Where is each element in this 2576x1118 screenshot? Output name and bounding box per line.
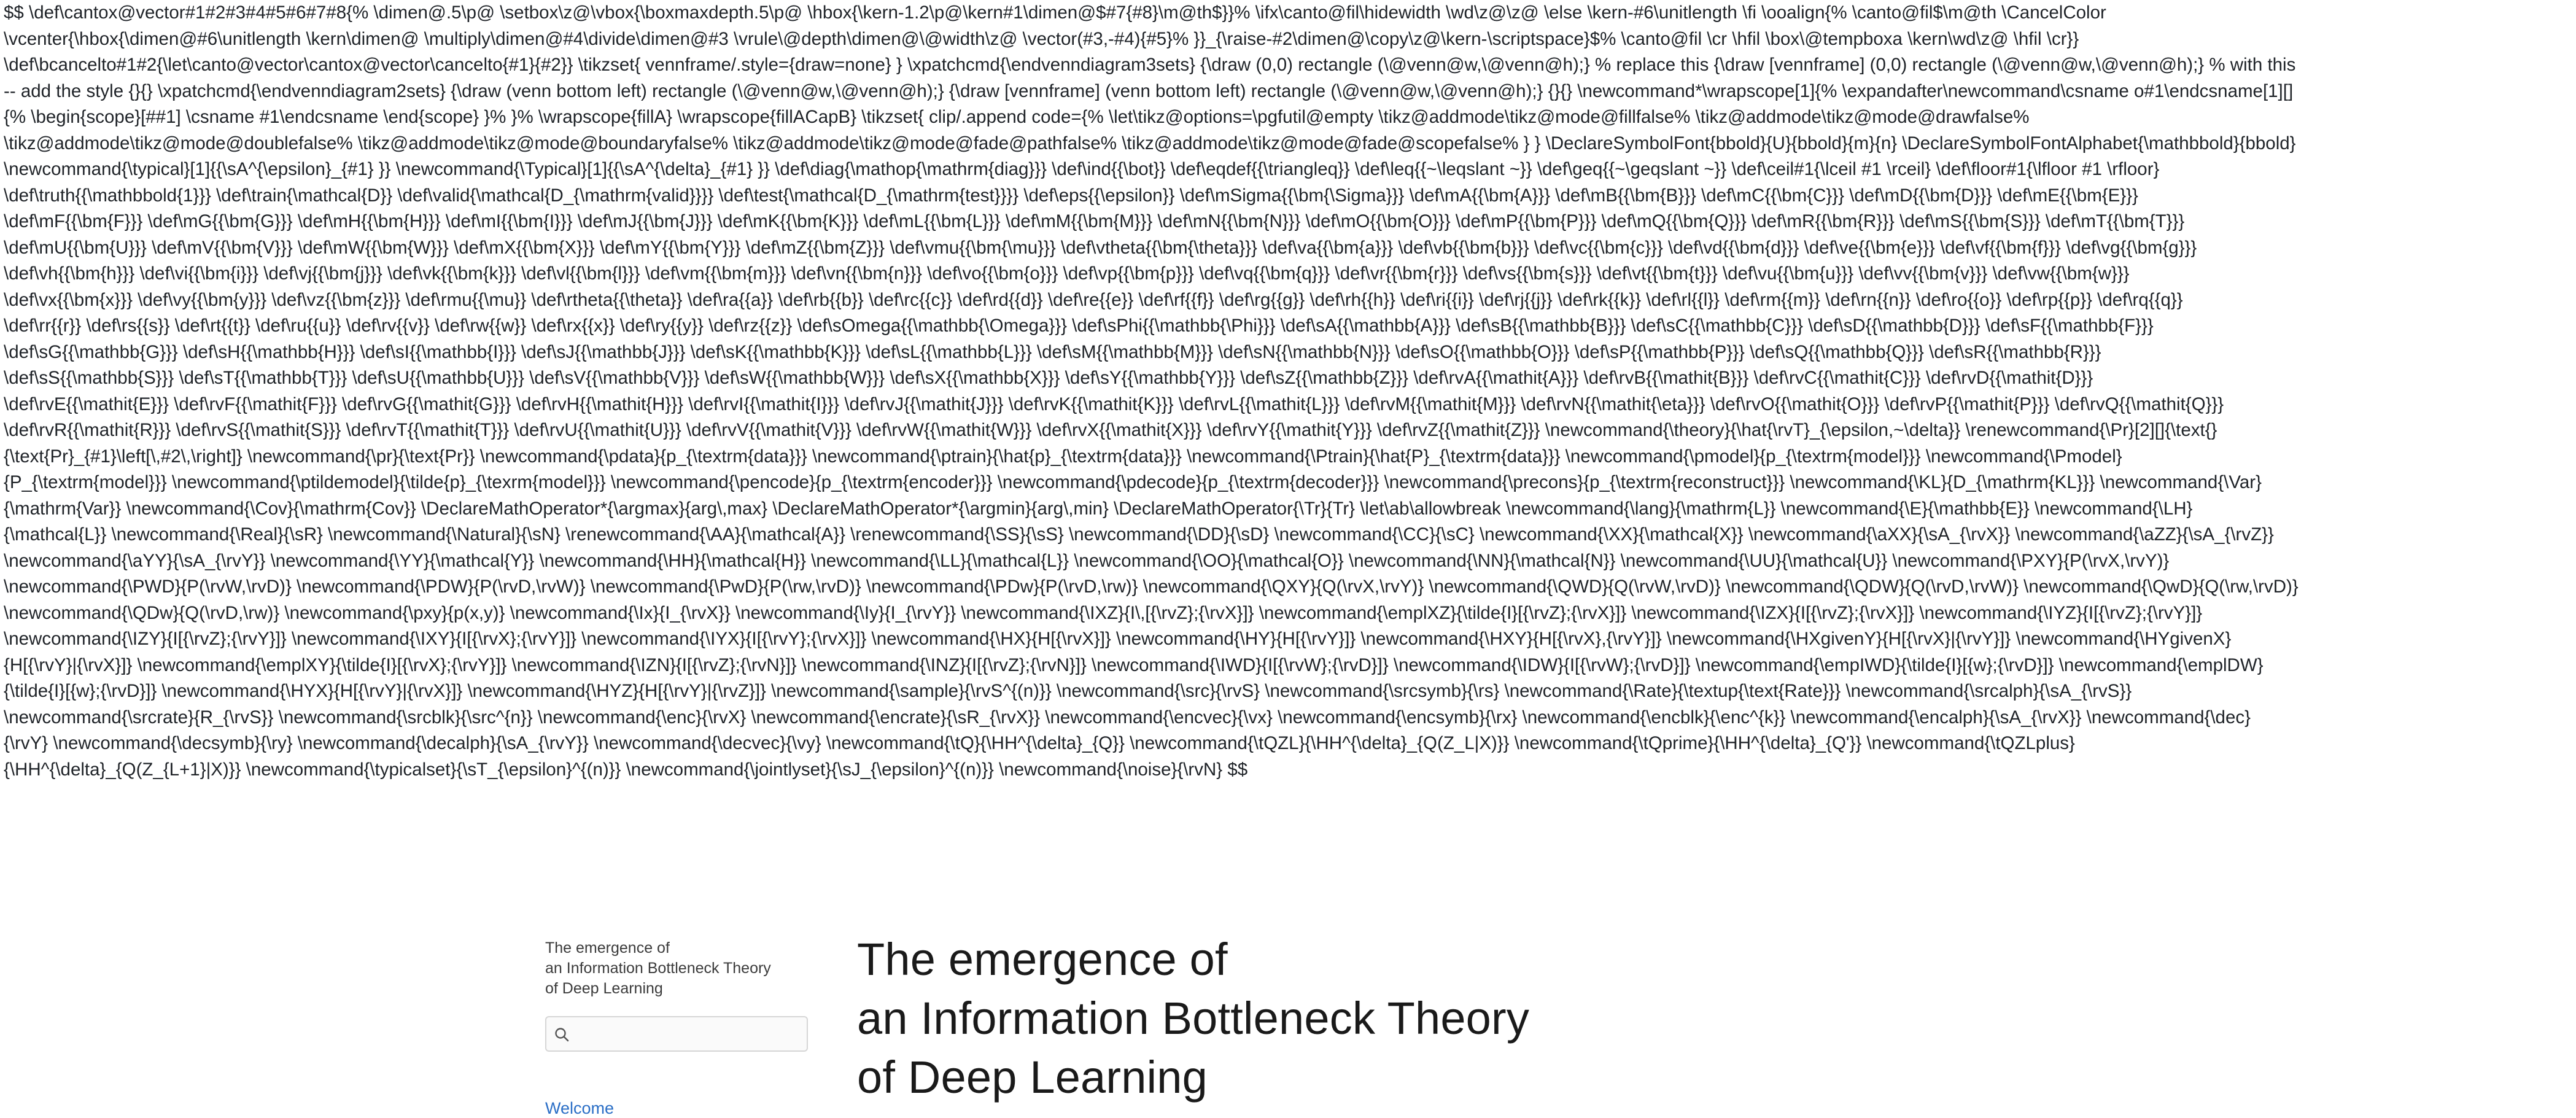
macro-line: {P_{\textrm{model}}} \newcommand{\ptildemodel}{\tilde{p}_{\texrm{model}}} \newcommand{\pencode}{p_{\textrm{encoder}}} \newcommand{\pdecode}{p_{\textrm{decoder}}} \newcommand{\precons}{p_{\textrm{reconstruct}}} \newcommand{\KL}{D_{\mathrm{KL}}} \newcommand{\Var} — [4, 472, 2262, 492]
macro-line: \def\vx{{\bm{x}}} \def\vy{{\bm{y}}} \def\vz{{\bm{z}}} \def\rmu{{\mu}} \def\rtheta{{\theta}} \def\ra{{a}} \def\rb{{b}} \def\rc{{c}} \def\rd{{d}} \def\re{{e}} \def\rf{{f}} \def\rg{{g}} \def\rh{{h}} \def\ri{{i}} \def\rj{{j}} \def\rk{{k}} \def\rl{{l}} \def\rm{{m}} \def\rn{{n}} \def\ro{{o}} \def\rp{{p}} \def\rq{{q}} — [4, 289, 2183, 310]
macro-line: \def\mU{{\bm{U}}} \def\mV{{\bm{V}}} \def\mW{{\bm{W}}} \def\mX{{\bm{X}}} \def\mY{{\bm{Y}}} \def\mZ{{\bm{Z}}} \def\vmu{{\bm{\mu}}} \def\vtheta{{\bm{\theta}}} \def\va{{\bm{a}}} \def\vb{{\bm{b}}} \def\vc{{\bm{c}}} \def\vd{{\bm{d}}} \def\ve{{\bm{e}}} \def\vf{{\bm{f}}} \def\vg{{\bm{g}}} — [4, 237, 2197, 258]
macro-line: {\mathcal{L}} \newcommand{\Real}{\sR} \newcommand{\Natural}{\sN} \renewcommand{\AA}{\mathcal{A}} \renewcommand{\SS}{\sS} \newcommand{\DD}{\sD} \newcommand{\CC}{\sC} \newcommand{\XX}{\mathcal{X}} \newcommand{\aXX}{\sA_{\rvX}} \newcommand{\aZZ}{\sA_{\rvZ}} — [4, 524, 2274, 545]
macro-line: \def\sG{{\mathbb{G}}} \def\sH{{\mathbb{H}}} \def\sI{{\mathbb{I}}} \def\sJ{{\mathbb{J}}} \def\sK{{\mathbb{K}}} \def\sL{{\mathbb{L}}} \def\sM{{\mathbb{M}}} \def\sN{{\mathbb{N}}} \def\sO{{\mathbb{O}}} \def\sP{{\mathbb{P}}} \def\sQ{{\mathbb{Q}}} \def\sR{{\mathbb{R}}} — [4, 341, 2101, 362]
page-title-line: The emergence of — [857, 934, 1228, 985]
search-box[interactable] — [545, 1016, 808, 1052]
page-title — [857, 930, 1529, 1107]
macro-line: {\HH^{\delta}_{Q(Z_{L+1}|X)}} \newcommand{\typicalset}{\sT_{\epsilon}^{(n)}} \newcommand{\jointlyset}{\sJ_{\epsilon}^{(n)}} \newcommand{\noise}{\rvN} $$ — [4, 759, 1248, 780]
macro-line: -- add the style {}{} \xpatchcmd{\endvenndiagram2sets} {\draw (venn bottom left) rectangle (\@venn@w,\@venn@h);} {\draw [vennframe] (venn bottom left) rectangle (\@venn@w,\@venn@h);} {}{} \newcommand*\wrapscope[1]{% \expandafter\newcommand\csname o#1\endcsname[1][] — [4, 80, 2294, 101]
macro-line: \newcommand{\typical}[1]{{\sA^{\epsilon}_{#1} }} \newcommand{\Typical}[1]{{\sA^{\delta}_{#1} }} \def\diag{\mathop{\mathrm{diag}}} \def\ind{{\bot}} \def\eqdef{{\triangleq}} \def\leq{{~\leqslant ~}} \def\geq{{~\geqslant ~}} \def\ceil#1{\lceil #1 \rceil} \def\floor#1{\lfloor #1 \rfloor} — [4, 159, 2160, 179]
sidebar-item-welcome[interactable]: Welcome — [545, 1099, 615, 1117]
macro-line: \vcenter{\hbox{\dimen@#6\unitlength \kern\dimen@ \multiply\dimen@#4\divide\dimen@#3 \vrule\@depth\dimen@\@width\z@ \vector(#3,-#4){#5}% }}_{\raise-#2\dimen@\copy\z@\kern-\scriptspace}$% \canto@fil \cr \hfil \box\@tempboxa \kern\wd\z@ \hfil \cr}} — [4, 28, 2079, 49]
macro-line: \def\bcancelto#1#2{\let\canto@vector\cantox@vector\cancelto{#1}{#2}} \tikzset{ vennframe/.style={draw=none} } \xpatchcmd{\endvenndiagram3sets} {\draw (0,0) rectangle (\@venn@w,\@venn@h);} % replace this {\draw [vennframe] (0,0) rectangle (\@venn@w,\@venn@h);} % with this — [4, 55, 2296, 75]
macro-line: {\tilde{I}[{w};{\rvD}]} \newcommand{\HYX}{H[{\rvY}|{\rvX}]} \newcommand{\HYZ}{H[{\rvY}|{\rvZ}]} \newcommand{\sample}{\rvS^{(n)}} \newcommand{\src}{\rvS} \newcommand{\srcsymb}{\rs} \newcommand{\Rate}{\textup{\text{Rate}}} \newcommand{\srcalph}{\sA_{\rvS}} — [4, 681, 2132, 701]
macro-line: \newcommand{\QDw}{Q(\rvD,\rw)} \newcommand{\pxy}{p(x,y)} \newcommand{\Ix}{I_{\rvX}} \newcommand{\Iy}{I_{\rvY}} \newcommand{\IXZ}{I\,[{\rvZ};{\rvX}]} \newcommand{\emplXZ}{\tilde{I}[{\rvZ};{\rvX}]} \newcommand{\IZX}{I[{\rvZ};{\rvX}]} \newcommand{\IYZ}{I[{\rvZ};{\rvY}]} — [4, 602, 2203, 623]
macro-line: \newcommand{\srcrate}{R_{\rvS}} \newcommand{\srcblk}{\src^{n}} \newcommand{\enc}{\rvX} \newcommand{\encrate}{\sR_{\rvX}} \newcommand{\encvec}{\vx} \newcommand{\encsymb}{\rx} \newcommand{\encblk}{\enc^{k}} \newcommand{\encalph}{\sA_{\rvX}} \newcommand{\dec} — [4, 707, 2251, 728]
page-title-line: of Deep Learning — [857, 1052, 1208, 1103]
macro-line: \def\mF{{\bm{F}}} \def\mG{{\bm{G}}} \def\mH{{\bm{H}}} \def\mI{{\bm{I}}} \def\mJ{{\bm{J}}} \def\mK{{\bm{K}}} \def\mL{{\bm{L}}} \def\mM{{\bm{M}}} \def\mN{{\bm{N}}} \def\mO{{\bm{O}}} \def\mP{{\bm{P}}} \def\mQ{{\bm{Q}}} \def\mR{{\bm{R}}} \def\mS{{\bm{S}}} \def\mT{{\bm{T}}} — [4, 211, 2185, 231]
macro-line: \def\rvE{{\mathit{E}}} \def\rvF{{\mathit{F}}} \def\rvG{{\mathit{G}}} \def\rvH{{\mathit{H}}} \def\rvI{{\mathit{I}}} \def\rvJ{{\mathit{J}}} \def\rvK{{\mathit{K}}} \def\rvL{{\mathit{L}}} \def\rvM{{\mathit{M}}} \def\rvN{{\mathit{\eta}}} \def\rvO{{\mathit{O}}} \def\rvP{{\mathit{P}}} \def\rvQ{{\mathit{Q}}} — [4, 394, 2224, 414]
search-input[interactable] — [577, 1022, 801, 1047]
macro-line: {% \begin{scope}[##1] \csname #1\endcsname \end{scope} }% }% \wrapscope{fillA} \wrapscope{fillACapB} \tikzset{ clip/.append code={% \let\tikz@options=\pgfutil@empty \tikz@addmode\tikz@mode@fillfalse% \tikz@addmode\tikz@mode@drawfalse% — [4, 107, 2030, 127]
macro-line: \newcommand{\aYY}{\sA_{\rvY}} \newcommand{\YY}{\mathcal{Y}} \newcommand{\HH}{\mathcal{H}} \newcommand{\LL}{\mathcal{L}} \newcommand{\OO}{\mathcal{O}} \newcommand{\NN}{\mathcal{N}} \newcommand{\UU}{\mathcal{U}} \newcommand{\PXY}{P(\rvX,\rvY)} — [4, 550, 2170, 571]
macro-line: $$ \def\cantox@vector#1#2#3#4#5#6#7#8{% \dimen@.5\p@ \setbox\z@\vbox{\boxmaxdepth.5\p@ \hbox{\kern-1.2\p@\kern#1\dimen@$#7{#8}\m@th$}}% \ifx\canto@fil\hidewidth \wd\z@\z@ \else \kern-#6\unitlength \fi \ooalign{% \canto@fil$\m@th \CancelColor — [4, 2, 2106, 23]
macro-line: {\rvY} \newcommand{\decsymb}{\ry} \newcommand{\decalph}{\sA_{\rvY}} \newcommand{\decvec}{\vy} \newcommand{\tQ}{\HH^{\delta}_{Q}} \newcommand{\tQZL}{\HH^{\delta}_{Q(Z_L|X)}} \newcommand{\tQprime}{\HH^{\delta}_{Q'}} \newcommand{\tQZLplus} — [4, 733, 2075, 753]
macro-line: {\text{Pr}_{#1}\left[\,#2\,\right]} \newcommand{\pr}{\text{Pr}} \newcommand{\pdata}{p_{\textrm{data}}} \newcommand{\ptrain}{\hat{p}_{\textrm{data}}} \newcommand{\Ptrain}{\hat{P}_{\textrm{data}}} \newcommand{\pmodel}{p_{\textrm{model}}} \newcommand{\Pmodel} — [4, 446, 2122, 467]
sidebar-title-line: an Information Bottleneck Theory — [545, 960, 771, 977]
sidebar-title-line: of Deep Learning — [545, 980, 663, 997]
sidebar-title-line: The emergence of — [545, 939, 670, 957]
macro-line: \tikz@addmode\tikz@mode@doublefalse% \tikz@addmode\tikz@mode@boundaryfalse% \tikz@addmode\tikz@mode@fade@pathfalse% \tikz@addmode\tikz@mode@fade@scopefalse% } } \DeclareSymbolFont{bbold}{U}{bbold}{m}{n} \DeclareSymbolFontAlphabet{\mathbbold}{bbold} — [4, 133, 2296, 153]
sidebar — [545, 938, 809, 1117]
macro-line: \def\rvR{{\mathit{R}}} \def\rvS{{\mathit{S}}} \def\rvT{{\mathit{T}}} \def\rvU{{\mathit{U}}} \def\rvV{{\mathit{V}}} \def\rvW{{\mathit{W}}} \def\rvX{{\mathit{X}}} \def\rvY{{\mathit{Y}}} \def\rvZ{{\mathit{Z}}} \newcommand{\theory}{\hat{\rvT}_{\epsilon,~\delta}} \renewcommand{\Pr}[2][]{\text{} — [4, 420, 2217, 440]
macro-line: \newcommand{\IZY}{I[{\rvZ};{\rvY}]} \newcommand{\IXY}{I[{\rvX};{\rvY}]} \newcommand{\IYX}{I[{\rvY};{\rvX}]} \newcommand{\HX}{H[{\rvX}]} \newcommand{\HY}{H[{\rvY}]} \newcommand{\HXY}{H[{\rvX},{\rvY}]} \newcommand{\HXgivenY}{H[{\rvX}|{\rvY}]} \newcommand{\HYgivenX} — [4, 629, 2232, 649]
macro-line: \newcommand{\PWD}{P(\rvW,\rvD)} \newcommand{\PDW}{P(\rvD,\rvW)} \newcommand{\PwD}{P(\rw,\rvD)} \newcommand{\PDw}{P(\rvD,\rw)} \newcommand{\QXY}{Q(\rvX,\rvY)} \newcommand{\QWD}{Q(\rvW,\rvD)} \newcommand{\QDW}{Q(\rvD,\rvW)} \newcommand{\QwD}{Q(\rw,\rvD)} — [4, 576, 2299, 597]
macro-line: \def\rr{{r}} \def\rs{{s}} \def\rt{{t}} \def\ru{{u}} \def\rv{{v}} \def\rw{{w}} \def\rx{{x}} \def\ry{{y}} \def\rz{{z}} \def\sOmega{{\mathbb{\Omega}}} \def\sPhi{{\mathbb{\Phi}}} \def\sA{{\mathbb{A}}} \def\sB{{\mathbb{B}}} \def\sC{{\mathbb{C}}} \def\sD{{\mathbb{D}}} \def\sF{{\mathbb{F}}} — [4, 316, 2154, 336]
macro-line: {H[{\rvY}|{\rvX}]} \newcommand{\emplXY}{\tilde{I}[{\rvX};{\rvY}]} \newcommand{\IZN}{I[{\rvZ};{\rvN}]} \newcommand{\INZ}{I[{\rvZ};{\rvN}]} \newcommand{\IWD}{I[{\rvW};{\rvD}]} \newcommand{\IDW}{I[{\rvW};{\rvD}]} \newcommand{\empIWD}{\tilde{I}[{w};{\rvD}]} \newcommand{\emplDW} — [4, 654, 2264, 675]
macro-line: \def\vh{{\bm{h}}} \def\vi{{\bm{i}}} \def\vj{{\bm{j}}} \def\vk{{\bm{k}}} \def\vl{{\bm{l}}} \def\vm{{\bm{m}}} \def\vn{{\bm{n}}} \def\vo{{\bm{o}}} \def\vp{{\bm{p}}} \def\vq{{\bm{q}}} \def\vr{{\bm{r}}} \def\vs{{\bm{s}}} \def\vt{{\bm{t}}} \def\vu{{\bm{u}}} \def\vv{{\bm{v}}} \def\vw{{\bm{w}}} — [4, 263, 2130, 284]
sidebar-book-title[interactable] — [545, 938, 809, 999]
macro-line: \def\truth{{\mathbbold{1}}} \def\train{\mathcal{D}} \def\valid{\mathcal{D_{\mathrm{valid}}}} \def\test{\mathcal{D_{\mathrm{test}}}} \def\eps{{\epsilon}} \def\mSigma{{\bm{\Sigma}}} \def\mA{{\bm{A}}} \def\mB{{\bm{B}}} \def\mC{{\bm{C}}} \def\mD{{\bm{D}}} \def\mE{{\bm{E}}} — [4, 185, 2138, 206]
page-title-line: an Information Bottleneck Theory — [857, 993, 1530, 1044]
macro-line: \def\sS{{\mathbb{S}}} \def\sT{{\mathbb{T}}} \def\sU{{\mathbb{U}}} \def\sV{{\mathbb{V}}} \def\sW{{\mathbb{W}}} \def\sX{{\mathbb{X}}} \def\sY{{\mathbb{Y}}} \def\sZ{{\mathbb{Z}}} \def\rvA{{\mathit{A}}} \def\rvB{{\mathit{B}}} \def\rvC{{\mathit{C}}} \def\rvD{{\mathit{D}}} — [4, 368, 2093, 388]
macro-line: {\mathrm{Var}} \newcommand{\Cov}{\mathrm{Cov}} \DeclareMathOperator*{\argmax}{arg\,max} \DeclareMathOperator*{\argmin}{arg\,min} \DeclareMathOperator{\Tr}{Tr} \let\ab\allowbreak \newcommand{\lang}{\mathrm{L}} \newcommand{\E}{\mathbb{E}} \newcommand{\LH} — [4, 498, 2193, 519]
search-icon — [554, 1027, 570, 1042]
